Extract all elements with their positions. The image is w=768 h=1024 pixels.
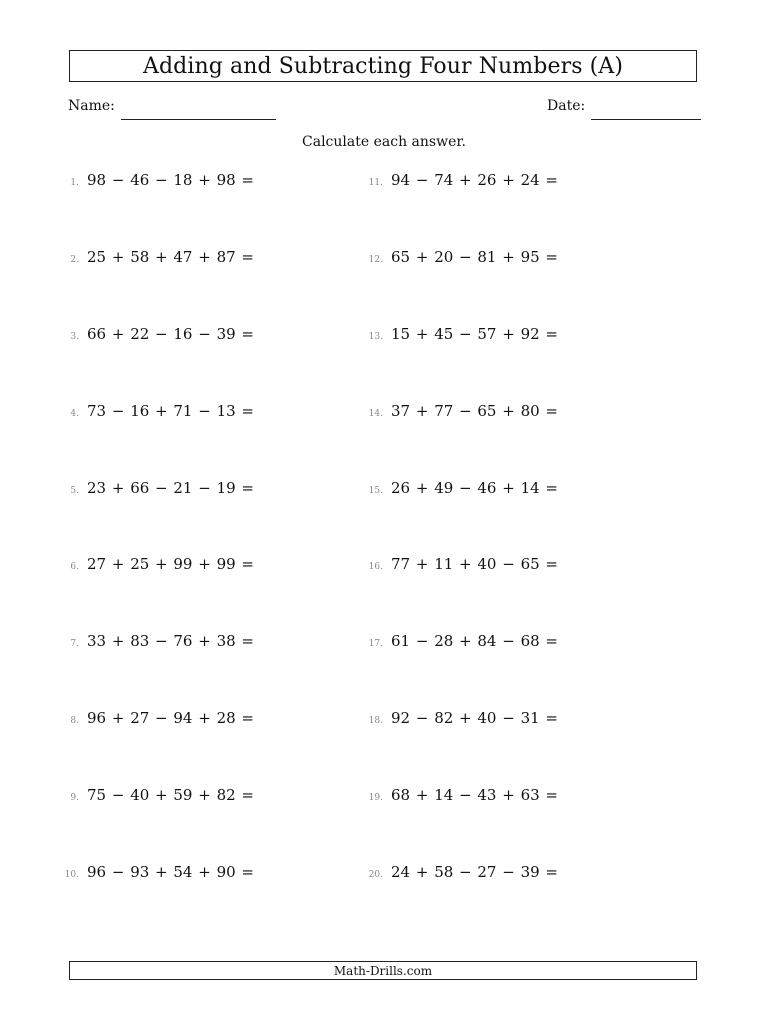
problem-expression: 77 + 11 + 40 − 65 = <box>391 555 558 573</box>
problem-expression: 26 + 49 − 46 + 14 = <box>391 479 558 497</box>
date-label: Date: <box>547 98 586 114</box>
problem-number: 12. <box>368 255 383 265</box>
problem-number: 7. <box>70 639 79 649</box>
problem-item <box>361 863 558 881</box>
problem-item <box>361 709 558 727</box>
problem-expression: 37 + 77 − 65 + 80 = <box>391 402 558 420</box>
problem-number: 15. <box>368 486 383 496</box>
problem-item <box>57 402 254 420</box>
problem-item <box>57 479 254 497</box>
problem-number: 11. <box>368 178 383 188</box>
problem-item <box>57 555 254 573</box>
problem-expression: 65 + 20 − 81 + 95 = <box>391 248 558 266</box>
problem-expression: 25 + 58 + 47 + 87 = <box>87 248 254 266</box>
footer-box <box>69 961 697 980</box>
problem-number: 8. <box>70 716 79 726</box>
footer-text: Math-Drills.com <box>333 963 433 978</box>
problem-number: 20. <box>368 870 383 880</box>
problem-expression: 15 + 45 − 57 + 92 = <box>391 325 558 343</box>
page-title: Adding and Subtracting Four Numbers (A) <box>142 53 624 79</box>
problem-item <box>57 632 254 650</box>
problem-item <box>361 325 558 343</box>
problem-expression: 23 + 66 − 21 − 19 = <box>87 479 254 497</box>
problem-number: 2. <box>70 255 79 265</box>
problem-number: 19. <box>368 793 383 803</box>
problem-expression: 94 − 74 + 26 + 24 = <box>391 171 558 189</box>
problem-item <box>361 555 558 573</box>
problem-number: 18. <box>368 716 383 726</box>
problem-number: 9. <box>70 793 79 803</box>
problem-expression: 75 − 40 + 59 + 82 = <box>87 786 254 804</box>
problem-number: 10. <box>64 870 79 880</box>
problem-expression: 73 − 16 + 71 − 13 = <box>87 402 254 420</box>
problem-expression: 68 + 14 − 43 + 63 = <box>391 786 558 804</box>
problem-expression: 66 + 22 − 16 − 39 = <box>87 325 254 343</box>
instruction-text: Calculate each answer. <box>302 134 466 150</box>
problem-expression: 96 − 93 + 54 + 90 = <box>87 863 254 881</box>
problem-number: 1. <box>70 178 79 188</box>
problem-expression: 98 − 46 − 18 + 98 = <box>87 171 254 189</box>
problem-number: 16. <box>368 562 383 572</box>
problem-item <box>57 786 254 804</box>
problem-item <box>361 248 558 266</box>
problem-item <box>57 709 254 727</box>
problem-expression: 33 + 83 − 76 + 38 = <box>87 632 254 650</box>
problem-item <box>361 479 558 497</box>
name-label: Name: <box>68 98 115 114</box>
problem-number: 17. <box>368 639 383 649</box>
problem-number: 13. <box>368 332 383 342</box>
problem-expression: 61 − 28 + 84 − 68 = <box>391 632 558 650</box>
problem-item <box>361 402 558 420</box>
problem-number: 6. <box>70 562 79 572</box>
problem-item <box>57 863 254 881</box>
problem-item <box>57 248 254 266</box>
problem-item <box>57 325 254 343</box>
problem-expression: 96 + 27 − 94 + 28 = <box>87 709 254 727</box>
problem-number: 4. <box>70 409 79 419</box>
problem-item <box>57 171 254 189</box>
problem-item <box>361 171 558 189</box>
problem-number: 14. <box>368 409 383 419</box>
problem-item <box>361 632 558 650</box>
problem-number: 3. <box>70 332 79 342</box>
problem-expression: 24 + 58 − 27 − 39 = <box>391 863 558 881</box>
problem-item <box>361 786 558 804</box>
problem-expression: 92 − 82 + 40 − 31 = <box>391 709 558 727</box>
problem-number: 5. <box>70 486 79 496</box>
problem-expression: 27 + 25 + 99 + 99 = <box>87 555 254 573</box>
